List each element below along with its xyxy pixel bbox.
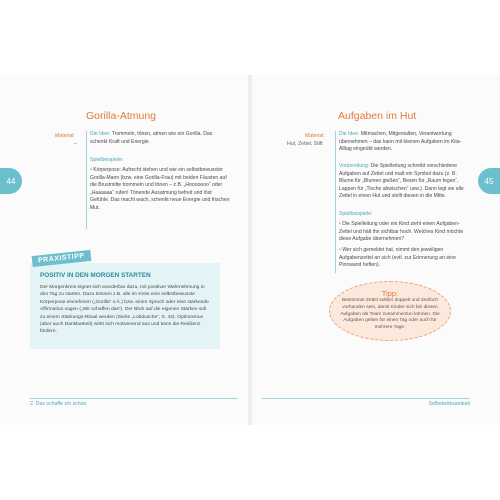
right-prep-text: Die Spielleitung schreibt verschiedene Aufgaben auf Zettel und malt ein Symbol dazu (z. B. Blume für „Blumen gießen“, Besen für „Raum fegen“, Lappen für „Tische abwischen“ usw.). Dann legt sie alle Zettel in einen Hut und stellt diesen in die Mitte.	[339, 163, 464, 200]
left-idea-text: Trommeln, tönen, atmen wie ein Gorilla. Das schenkt Kraft und Energie.	[90, 131, 213, 145]
praxistipp-box	[30, 263, 220, 349]
page-number-left: 44	[6, 176, 16, 186]
right-bullet-1	[339, 221, 472, 244]
right-footer: Selbstwirksamkeit	[428, 401, 470, 407]
left-bullet-text: Körperpose: Aufrecht stehen und wie ein selbstbewusster Gorilla-Mann (bzw. eine Gorilla-Frau) mit beiden Fäusten auf die Brustmitte trommeln und tönen – z.B. „Hooooooo“ oder „Haaaaaa“ rufen! Tönende Ausatmung befreit und löst Gefühle. Das macht wach, schenkt neue Energie und frischen Mut.	[90, 167, 230, 211]
left-example-label: Spielbeispiele:	[90, 157, 124, 163]
left-bullet	[90, 167, 230, 213]
right-bullet-1-text: Die Spielleitung oder ein Kind zieht einen Aufgaben-Zettel und hält ihn sichtbar hoch. Welches Kind möchte diese Aufgabe übernehmen?	[339, 221, 464, 243]
tip-text: Bestimmte Zettel sollten doppelt und dreifach vorhanden sein, damit Kinder sich bei diesen Aufgaben als Team zusammentun können. Die Aufgaben gelten für einen Tag oder auch für mehrere Tage.	[340, 298, 440, 331]
left-page	[0, 75, 248, 425]
tip-oval	[329, 281, 451, 341]
right-prep-label: Vorbereitung:	[339, 163, 370, 169]
left-content-rule	[86, 131, 87, 229]
right-example-label: Spielbeispiele:	[339, 211, 373, 217]
right-preparation	[339, 163, 471, 201]
right-material-value: Hut, Zettel, Stift	[287, 141, 323, 147]
left-footer: 2. Das schaffe ich schon	[30, 401, 87, 407]
tip-title: Tipp:	[381, 289, 399, 298]
left-footer-rule	[30, 398, 238, 399]
right-idea	[339, 131, 471, 154]
right-material-label: Material:	[305, 133, 325, 139]
page-number-tab-right	[478, 168, 500, 194]
bullet-dot: •	[339, 247, 341, 253]
right-idea-label: Die Idee:	[339, 131, 360, 137]
right-content-rule	[335, 131, 336, 273]
left-idea-label: Die Idee:	[90, 131, 111, 137]
praxistipp-badge: PRAXISTIPP	[32, 250, 91, 267]
praxistipp-heading: POSITIV IN DEN MORGEN STARTEN	[40, 272, 151, 279]
left-material-label: Material:	[55, 133, 75, 139]
left-title: Gorilla-Atmung	[86, 110, 157, 122]
right-bullet-2	[339, 247, 472, 270]
bullet-dot: •	[339, 221, 341, 227]
praxistipp-text: Der Morgenkreis eignet sich wunderbar dazu, mit positiver Wahrnehmung in den Tag zu starten. Dazu können z.B. alle im Kreis eine selbstbewusste Körperpose einnehmen („Gorilla“ o.Ä.) bzw. einen Spruch oder eine stärkende Affirmation sagen („Wir schaffen das“). Der Blick auf die eigenen Stärken soll zu einem Stärkungs-Ritual werden (Siehe „Lobdusche“, S. 42). Optimismus (aber auch Dankbarkeit) wirkt sich motivierend aus und kann die Resilienz fördern.	[40, 285, 209, 335]
left-idea	[90, 131, 228, 146]
right-bullet-2-text: Wer sich gemeldet hat, nimmt den jeweiligen Aufgabenzettel an sich (evtl. zur Erinnerung an eine Pinnwand heften).	[339, 247, 456, 269]
book-gutter	[248, 75, 252, 425]
right-idea-text: Mitmachen, Mitgestalten, Verantwortung übernehmen – das kann mit kleinen Aufgaben im Kita-Alltag eingeübt werden.	[339, 131, 462, 153]
page-number-right: 45	[484, 176, 494, 186]
right-title: Aufgaben im Hut	[338, 110, 417, 122]
bullet-dot: •	[90, 167, 92, 173]
right-footer-rule	[262, 398, 470, 399]
left-material-value: –	[74, 141, 77, 147]
